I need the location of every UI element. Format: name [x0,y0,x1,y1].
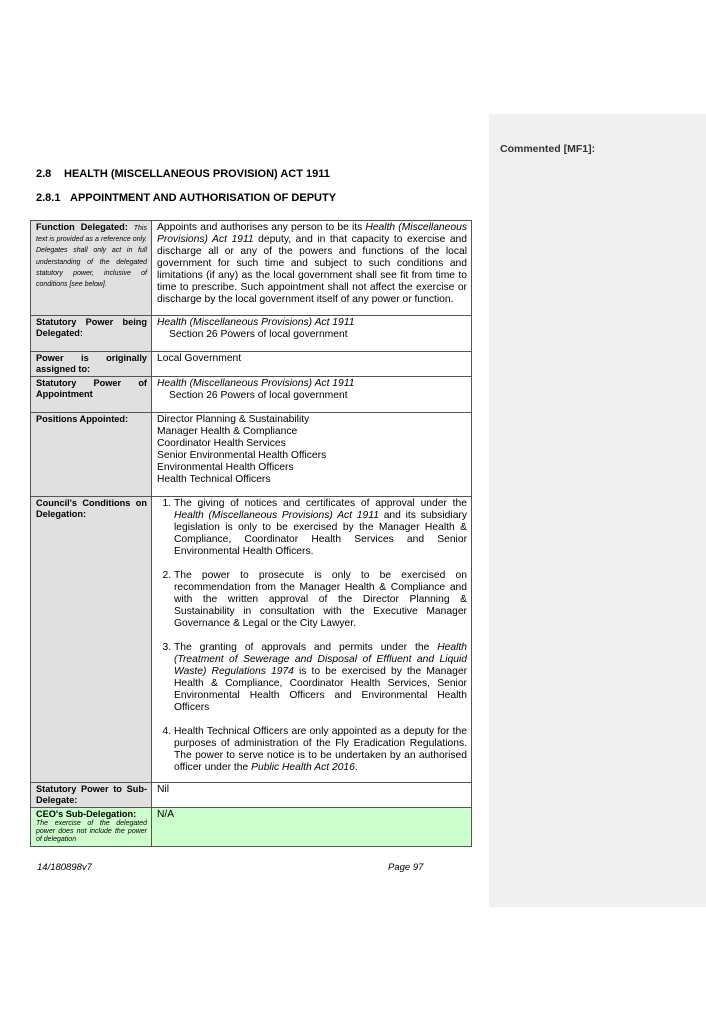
function-text-1: Appoints and authorises any person to be its [157,222,366,233]
statutory-power-delegated-value [152,316,472,352]
sub-delegate-value: Nil [152,783,472,808]
position-item: Manager Health & Compliance [157,426,298,437]
condition-act: Public Health Act 2016 [251,762,355,773]
conditions-list [157,498,467,774]
ceo-sub-delegation-value: N/A [152,808,472,847]
conditions-list-cell [152,497,472,783]
position-item: Senior Environmental Health Officers [157,450,327,461]
row-power-assigned [31,352,472,377]
subsection-heading [36,192,336,204]
subsection-number: 2.8.1 [36,192,61,204]
ceo-sub-delegation-label-cell [31,808,152,847]
position-item: Environmental Health Officers [157,462,294,473]
row-statutory-power-delegated [31,316,472,352]
positions-appointed-label: Positions Appointed: [31,413,152,497]
condition-item [174,642,467,714]
subsection-title: APPOINTMENT AND AUTHORISATION OF DEPUTY [70,192,337,204]
position-item: Director Planning & Sustainability [157,414,310,425]
statutory-power-delegated-label: Statutory Power being Delegated: [31,316,152,352]
footer-doc-ref: 14/180898v7 [37,862,92,873]
position-item: Coordinator Health Services [157,438,286,449]
ceo-sub-delegation-label: CEO's Sub-Delegation: [36,809,137,819]
condition-text: is to be exercised by the Manager Health & Compliance, Coordinator Health Services, Senior Environmental Health Officers and Environmental Health Officers [174,666,467,713]
row-positions-appointed [31,413,472,497]
function-delegated-label: Function Delegated: [36,222,128,232]
comment-pane [489,114,706,907]
condition-text: . [354,762,358,773]
row-conditions [31,497,472,783]
delegation-table [30,220,472,847]
statutory-power-appointment-label: Statutory Power of Appointment [31,377,152,413]
section-heading [36,168,330,180]
condition-text: and its subsidiary legislation is only to be exercised by the Manager Health & Compliance, Coordinator Health Services and Senior Environmental Health Officers. [174,510,467,557]
function-delegated-label-cell [31,221,152,316]
power-assigned-label: Power is originally assigned to: [31,352,152,377]
ceo-sub-delegation-note: The exercise of the delegated power does not include the power of delegation [36,819,147,843]
function-delegated-note: This text is provided as a reference only. Delegates shall only act in full understanding of the delegated statutory power, inclusive of conditions [see below]. [36,225,147,289]
row-ceo-sub-delegation [31,808,472,847]
function-act: Health (Miscellaneous Provisions) Act 1911 [157,222,467,245]
section-number: 2.8 [36,168,52,180]
condition-item [174,726,467,774]
condition-text: Health Technical Officers are only appointed as a deputy for the purposes of administration of the Fly Eradication Regulations. The power to serve notice is to be undertaken by an authorised officer under the [174,726,467,773]
condition-act: Health (Treatment of Sewerage and Disposal of Effluent and Liquid Waste) Regulations 1974 [174,642,467,677]
function-text-2: deputy, and in that capacity to exercise and discharge all or any of the powers and functions of the local government for such time and subject to such conditions and limitations (if any) as the local government shall see fit from time to time to prescribe. Such appointment shall not affect the exercise or discharge by the local government itself of any power or function. [157,234,467,305]
condition-item: 2. The power to prosecute is only to be exercised on recommendation from the Manager Health & Compliance and with the written approval of the Director Planning & Sustainability in consultation with the Executive Manager Governance & Legal or the City Lawyer. [174,570,467,630]
condition-act: Health (Miscellaneous Provisions) Act 1911 [174,510,379,521]
statutory-power-appointment-value [152,377,472,413]
row-sub-delegate [31,783,472,808]
row-statutory-power-appointment [31,377,472,413]
positions-appointed-list [152,413,472,497]
statutory-power-delegated-section: Section 26 Powers of local government [169,329,348,340]
condition-text: The granting of approvals and permits under the [174,642,438,653]
condition-text: The giving of notices and certificates of approval under the [174,498,467,509]
statutory-power-appointment-act: Health (Miscellaneous Provisions) Act 1911 [157,378,355,389]
footer-page-number: Page 97 [388,862,424,873]
section-title: HEALTH (MISCELLANEOUS PROVISION) ACT 1911 [64,168,330,180]
statutory-power-delegated-act: Health (Miscellaneous Provisions) Act 1911 [157,317,355,328]
sub-delegate-label: Statutory Power to Sub-Delegate: [31,783,152,808]
power-assigned-value: Local Government [152,352,472,377]
function-delegated-value [152,221,472,316]
row-function-delegated [31,221,472,316]
condition-item [174,498,467,558]
comment-label: Commented [MF1]: [500,143,596,155]
position-item: Health Technical Officers [157,474,271,485]
statutory-power-appointment-section: Section 26 Powers of local government [169,390,348,401]
conditions-label: Council's Conditions on Delegation: [31,497,152,783]
